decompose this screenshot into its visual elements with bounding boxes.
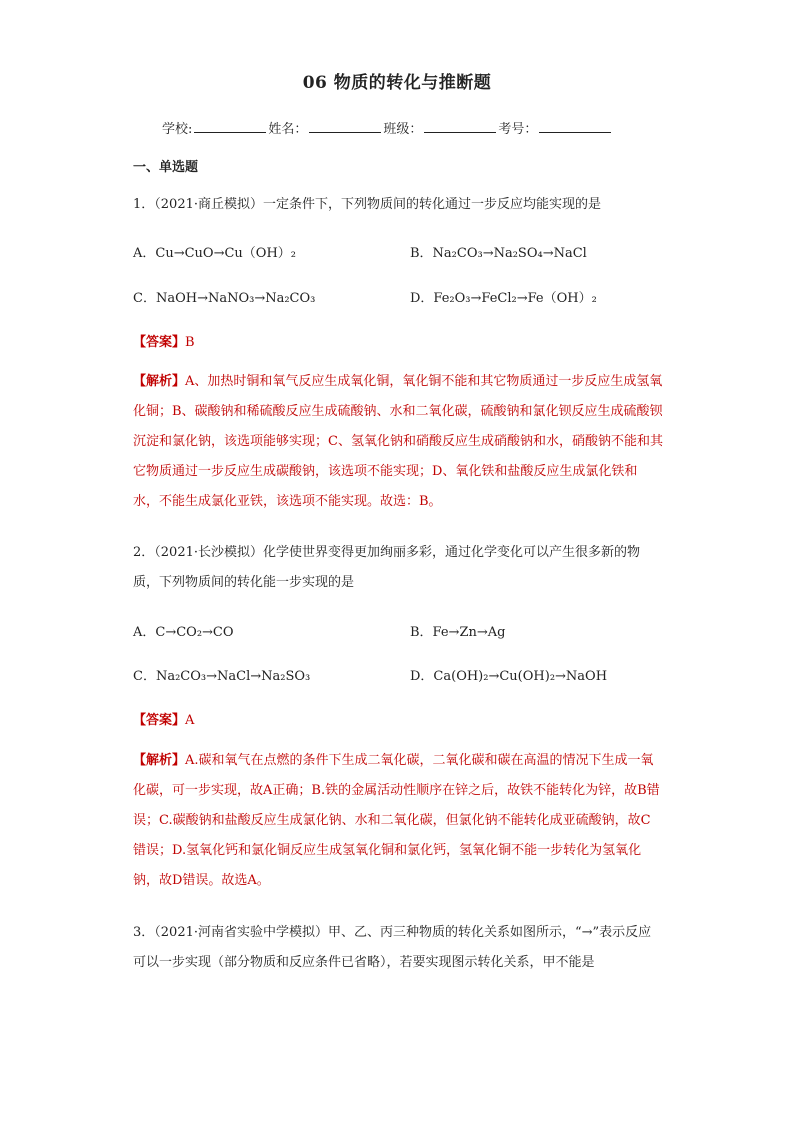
answer-tag: 【答案】 (133, 713, 186, 728)
answer-value: B (185, 335, 195, 350)
question-2-option-a: A．C→CO₂→CO (133, 625, 234, 640)
name-blank (309, 120, 381, 133)
explanation-text: A.碳和氧气在点燃的条件下生成二氧化碳，二氧化碳和碳在高温的情况下生成一氧化碳，可一步实现，故A正确；B.铁的金属活动性顺序在锌之后，故铁不能转化为锌，故B错误；C.碳酸钠和盐酸反应生成氯化钠、水和二氧化碳，但氯化钠不能转化成亚硫酸钠，故C错误；D.氢氧化钙和氯化铜反应生成氢氧化铜和氯化钙，氢氧化铜不能一步转化为氢氧化钠，故D错误。故选A。 (133, 753, 660, 888)
question-1-option-d: D．Fe₂O₃→FeCl₂→Fe（OH）₂ (410, 291, 597, 306)
exam-no-label: 考号： (498, 122, 538, 137)
answer-tag: 【答案】 (133, 335, 186, 350)
question-2-option-b: B．Fe→Zn→Ag (410, 625, 506, 640)
class-label: 班级： (383, 122, 423, 137)
question-2-stem: 2．（2021·长沙模拟）化学使世界变得更加绚丽多彩，通过化学变化可以产生很多新的物质，下列物质间的转化能一步实现的是 (133, 545, 640, 590)
question-3-stem: 3．（2021·河南省实验中学模拟）甲、乙、丙三种物质的转化关系如图所示，“→”表示反应可以一步实现（部分物质和反应条件已省略），若要实现图示转化关系，甲不能是 (133, 925, 652, 970)
question-2-explanation (133, 746, 663, 896)
question-2-option-c: C．Na₂CO₃→NaCl→Na₂SO₃ (133, 669, 311, 684)
question-2-option-d: D．Ca(OH)₂→Cu(OH)₂→NaOH (410, 669, 608, 684)
student-info-line (162, 118, 613, 137)
question-1-option-c: C．NaOH→NaNO₃→Na₂CO₃ (133, 291, 316, 306)
class-blank (424, 120, 496, 133)
page-title: 06 物质的转化与推断题 (302, 73, 492, 93)
explanation-tag: 【解析】 (133, 753, 186, 768)
question-1-explanation (133, 367, 663, 517)
question-2-answer (133, 709, 194, 728)
school-label: 学校: (162, 122, 193, 137)
question-1-stem: 1．（2021·商丘模拟）一定条件下，下列物质间的转化通过一步反应均能实现的是 (133, 197, 601, 212)
exam-no-blank (539, 120, 611, 133)
section-title: 一、单选题 (133, 160, 199, 175)
question-1-answer (133, 331, 195, 350)
answer-value: A (185, 713, 195, 728)
name-label: 姓名： (268, 122, 308, 137)
explanation-tag: 【解析】 (133, 374, 186, 389)
question-1-option-b: B．Na₂CO₃→Na₂SO₄→NaCl (410, 246, 587, 261)
school-blank (194, 120, 266, 133)
explanation-text: A、加热时铜和氧气反应生成氧化铜，氧化铜不能和其它物质通过一步反应生成氢氧化铜；B、碳酸钠和稀硫酸反应生成硫酸钠、水和二氧化碳，硫酸钠和氯化钡反应生成硫酸钡沉淀和氯化钠，该选项能够实现；C、氢氧化钠和硝酸反应生成硝酸钠和水，硝酸钠不能和其它物质通过一步反应生成碳酸钠，该选项不能实现；D、氧化铁和盐酸反应生成氯化铁和水，不能生成氯化亚铁，该选项不能实现。故选：B。 (133, 374, 663, 509)
question-1-option-a: A．Cu→CuO→Cu（OH）₂ (133, 246, 296, 261)
